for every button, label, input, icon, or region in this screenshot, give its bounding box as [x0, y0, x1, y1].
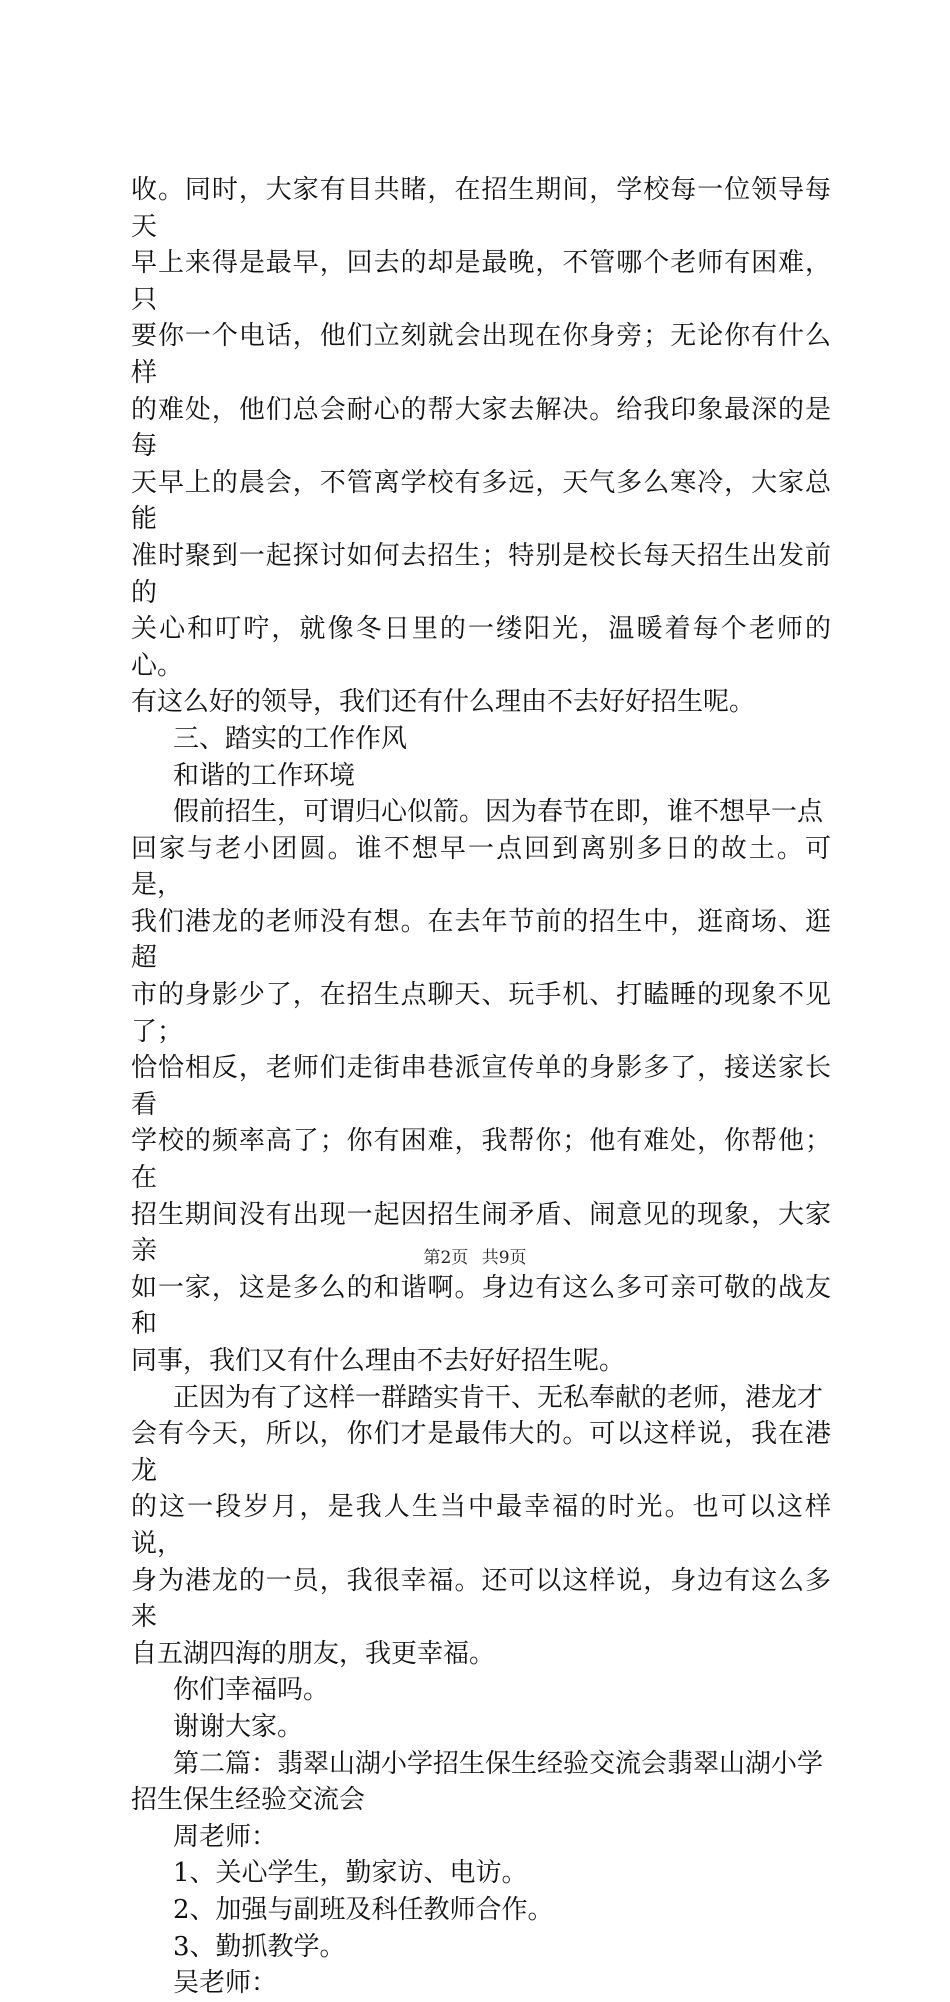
section-heading: 三、踏实的工作作风: [173, 723, 408, 754]
page-footer: [0, 1243, 950, 1268]
speaker-label: 周老师：: [173, 1821, 278, 1852]
text-line: 回家与老小团圆。谁不想早一点回到离别多日的故土。可是，: [131, 833, 831, 901]
page-total: 共9页: [481, 1248, 527, 1268]
list-item: 1、关心学生，勤家访、电访。: [173, 1858, 528, 1889]
text-line: 你们幸福吗。: [173, 1675, 330, 1706]
section-heading: 和谐的工作环境: [173, 760, 356, 791]
text-line: 正因为有了这样一群踏实肯干、无私奉献的老师，港龙才: [173, 1382, 824, 1413]
page-number: 第2页: [423, 1248, 469, 1268]
text-line: 收。同时，大家有目共睹，在招生期间，学校每一位领导每天: [131, 175, 831, 242]
body-text: [131, 172, 831, 2002]
text-line: 准时聚到一起探讨如何去招生；特别是校长每天招生出发前的: [131, 540, 831, 608]
list-item: 2、加强与副班及科任教师合作。: [173, 1894, 554, 1925]
text-line: 学校的频率高了；你有困难，我帮你；他有难处，你帮他；在: [131, 1126, 831, 1194]
text-line: 恰恰相反，老师们走街串巷派宣传单的身影多了，接送家长看: [131, 1053, 831, 1120]
text-line: 的这一段岁月，是我人生当中最幸福的时光。也可以这样说，: [131, 1492, 831, 1559]
list-item: 3、勤抓教学。: [173, 1931, 346, 1962]
text-line: 招生期间没有出现一起因招生闹矛盾、闹意见的现象，大家亲: [131, 1199, 831, 1267]
chapter-heading: 招生保生经验交流会: [131, 1785, 366, 1816]
text-line: 关心和叮咛，就像冬日里的一缕阳光，温暖着每个老师的心。: [131, 614, 831, 681]
text-line: 我们港龙的老师没有想。在去年节前的招生中，逛商场、逛超: [131, 906, 831, 974]
text-line: 会有今天，所以，你们才是最伟大的。可以这样说，我在港龙: [131, 1419, 831, 1486]
text-line: 假前招生，可谓归心似箭。因为春节在即，谁不想早一点: [173, 797, 824, 828]
text-line: 早上来得是最早，回去的却是最晚，不管哪个老师有困难，只: [131, 248, 831, 315]
speaker-label: 吴老师：: [173, 1968, 278, 1999]
text-line: 的难处，他们总会耐心的帮大家去解决。给我印象最深的是每: [131, 394, 831, 462]
text-line: 身为港龙的一员，我很幸福。还可以这样说，身边有这么多来: [131, 1565, 831, 1633]
text-line: 天早上的晨会，不管离学校有多远，天气多么寒冷，大家总能: [131, 467, 831, 535]
text-line: 市的身影少了，在招生点聊天、玩手机、打瞌睡的现象不见了；: [131, 980, 831, 1047]
chapter-heading: 第二篇：翡翠山湖小学招生保生经验交流会翡翠山湖小学: [173, 1748, 824, 1779]
text-line: 有这么好的领导，我们还有什么理由不去好好招生呢。: [131, 687, 756, 718]
text-line: 要你一个电话，他们立刻就会出现在你身旁；无论你有什么样: [131, 321, 831, 388]
text-line: 如一家，这是多么的和谐啊。身边有这么多可亲可敬的战友和: [131, 1272, 831, 1340]
text-line: 同事，我们又有什么理由不去好好招生呢。: [131, 1346, 626, 1376]
text-line: 自五湖四海的朋友，我更幸福。: [131, 1638, 496, 1669]
text-line: 谢谢大家。: [173, 1711, 304, 1742]
